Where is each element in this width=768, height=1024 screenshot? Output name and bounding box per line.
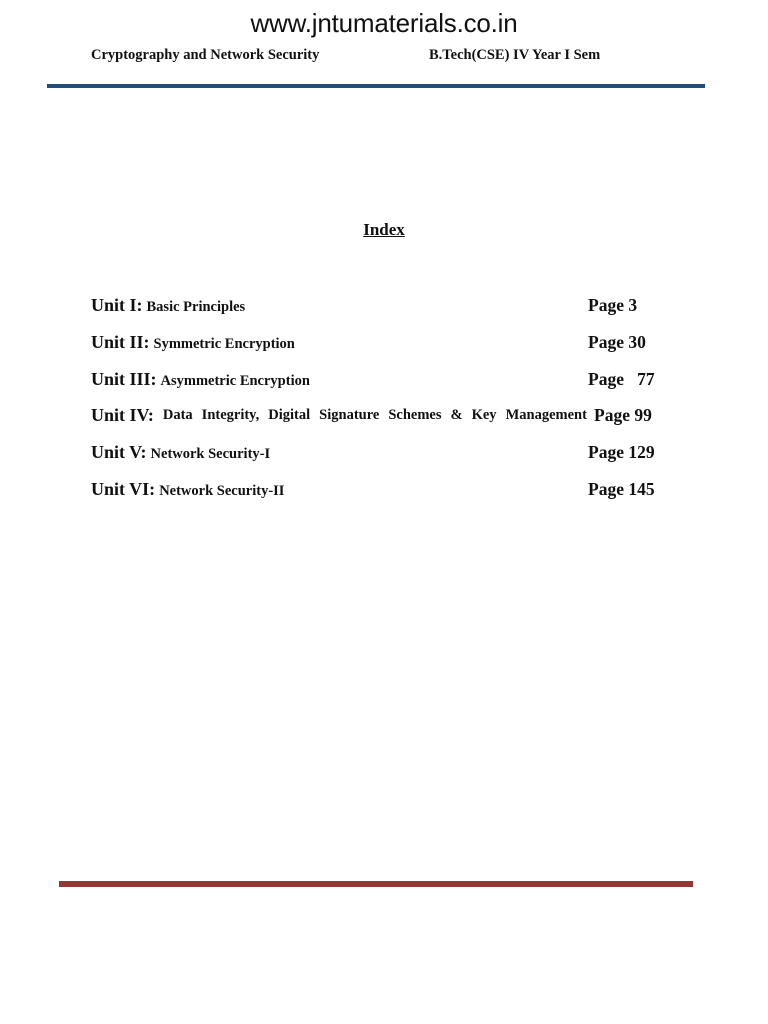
- toc-entry-unit-6: [91, 475, 655, 512]
- toc-entry-unit-3: [91, 365, 655, 402]
- toc-unit-label: Unit VI:: [91, 478, 156, 499]
- toc-topic-word: Schemes: [388, 407, 442, 424]
- toc-topic: Symmetric Encryption: [153, 335, 295, 352]
- course-title: B.Tech(CSE) IV Year I Sem: [429, 47, 601, 63]
- toc-page-number: Page 129: [588, 442, 655, 463]
- toc-topic-word: Data: [162, 407, 193, 424]
- toc-topic-word: Signature: [319, 407, 380, 424]
- toc-unit-label: Unit I:: [91, 295, 143, 315]
- toc-topic-word: Management: [505, 407, 587, 424]
- toc-topic: Basic Principles: [146, 299, 246, 315]
- toc-topic: Network Security-I: [150, 446, 271, 463]
- toc-topic: Asymmetric Encryption: [160, 372, 310, 389]
- subject-title: Cryptography and Network Security: [91, 47, 320, 63]
- toc-topic-word: Digital: [268, 407, 311, 424]
- toc-unit-label: Unit IV:: [91, 405, 154, 426]
- footer-rule: [59, 881, 693, 887]
- toc-page-number: Page 3: [588, 295, 638, 315]
- header-rule: [47, 84, 705, 88]
- site-url: www.jntumaterials.co.in: [250, 8, 518, 38]
- toc-unit-label: Unit III:: [91, 368, 157, 389]
- toc-topic-word: Key: [471, 407, 497, 424]
- toc-entry-unit-1: [91, 291, 655, 328]
- toc-entry-unit-4: [91, 401, 655, 438]
- toc-topic-word: Integrity,: [201, 407, 260, 424]
- running-header: [91, 45, 651, 65]
- toc-entry-unit-5: [91, 438, 655, 475]
- toc-page-number: Page 30: [588, 331, 646, 352]
- toc-topic: Network Security-II: [159, 482, 285, 499]
- toc-topic-word: &: [450, 407, 463, 424]
- toc-justified-line: [91, 401, 587, 429]
- index-title: Index: [363, 220, 405, 239]
- table-of-contents: [91, 291, 655, 512]
- toc-page-number: Page 99: [594, 405, 652, 426]
- toc-unit-label: Unit V:: [91, 442, 147, 463]
- toc-page-number: Page 145: [588, 478, 655, 499]
- toc-page-number: Page 77: [588, 368, 655, 389]
- toc-unit-label: Unit II:: [91, 331, 150, 352]
- toc-entry-unit-2: [91, 328, 655, 365]
